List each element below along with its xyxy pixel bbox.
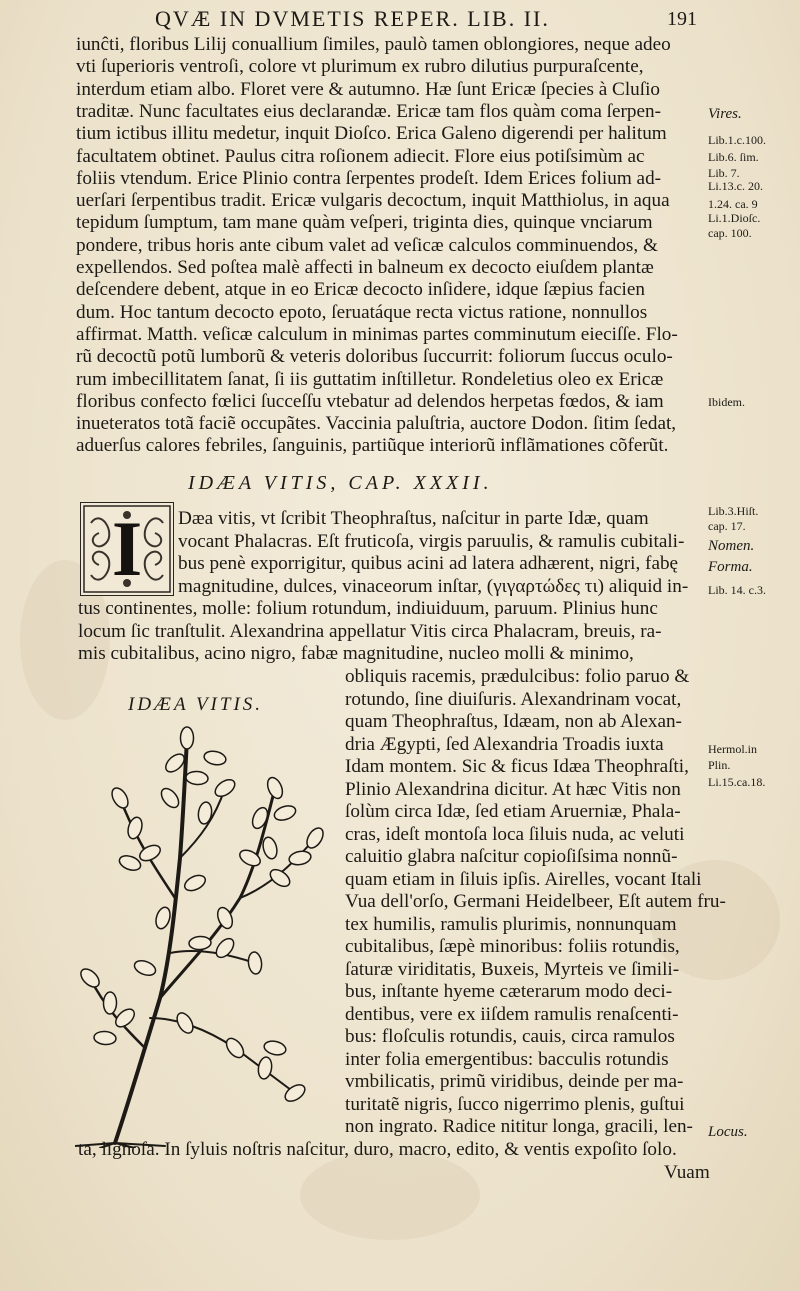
plant-leaf [78, 966, 103, 991]
text-line: dria Ægypti, ſed Alexandria Troadis iuxta [345, 733, 664, 755]
plant-leaf [261, 836, 279, 861]
text-line: bus, inſtante hyeme cæterarum modo deci- [345, 981, 673, 1002]
text-line: vocant Phalacras. Eſt fruticoſa, virgis paruulis, & ramulis cubitali- [178, 530, 685, 552]
chapter-heading: IDÆA VITIS, CAP. XXXII. [188, 472, 493, 494]
text-line: inueteratos totã faciẽ occupãtes. Vaccinia paluſtria, auctore Dodon. ſitim ſedat, [76, 413, 677, 435]
text-line: iunĉti, floribus Lilij conuallium ſimiles, paulò tamen oblongiores, neque adeo [76, 34, 671, 55]
text-line: expellendos. Sed poſtea malè affecti in balneum ex decocto eiuſdem plantæ [76, 257, 654, 278]
plant-leaf [272, 803, 297, 822]
plant-leaf [189, 936, 212, 950]
text-line: ta, lignoſa. In ſyluis noſtris naſcitur, duro, macro, edito, & ventis expoſito ſolo. [78, 1139, 677, 1160]
plant-leaf [263, 1039, 287, 1057]
margin-note: Forma. [708, 559, 753, 575]
text-line: bus: floſculis rotundis, cauis, circa ramulos [345, 1026, 675, 1047]
plant-leaf [203, 749, 227, 766]
text-line: bus penè exporrigitur, quibus acini ad latera adhærent, nigri, fabę [178, 553, 679, 574]
plant-leaf [154, 906, 173, 931]
text-line: uerſari ſerpentibus tradit. Ericæ vulgaris decoctum, inquit Matthiolus, in aqua [76, 190, 670, 212]
plant-leaf [103, 992, 116, 1014]
margin-note: Plin. [708, 758, 731, 772]
initial-letter: I [111, 505, 143, 592]
text-line: affirmat. Matth. veſicæ calculum in minimas partes comminutum eieciſſe. Flo- [76, 323, 678, 345]
text-line: Idam montem. Sic & ficus Idæa Theophraſti, [345, 756, 689, 777]
margin-note: Li.1.Dioſc. [708, 211, 761, 225]
plant-leaf [265, 775, 286, 800]
text-line: interdum etiam albo. Floret vere & autumno. Hæ ſunt Ericæ ſpecies à Cluſio [76, 78, 661, 100]
text-line: turitatẽ nigris, ſucco nigerrimo plenis, guſtui [345, 1093, 685, 1115]
text-line: Vua dell'orſo, Germani Heidelbeer, Eſt autem fru- [345, 891, 726, 912]
text-line: obliquis racemis, prædulcibus: folio paruo & [345, 666, 690, 687]
margin-note: Hermol.in [708, 742, 757, 756]
plant-leaf [257, 1056, 273, 1080]
text-line: tium ictibus illitu medetur, inquit Dioſco. Erica Galeno digerendi per halitum [76, 123, 667, 145]
text-line: aduerſus calores febriles, ſanguinis, partiũque interiorũ inflãmationes cõferũt. [76, 435, 669, 457]
plant-leaf [223, 1035, 247, 1060]
text-line: vti ſuperioris ventroſi, colore vt plurimum ex rubro dilutius purpuraſcente, [76, 56, 644, 78]
text-line: inter folia emergentibus: bacculis rotundis [345, 1048, 669, 1070]
plant-leaf [109, 785, 131, 811]
text-line: magnitudine, dulces, vinaceorum inſtar, (γιγαρτώδες τι) aliquid in- [178, 575, 689, 597]
text-line: floribus confecto fœlici ſucceſſu vtebatur ad delendos herpetas fœdos, & iam [76, 390, 664, 412]
running-header [0, 4, 800, 34]
plant-woodcut-icon [75, 718, 345, 1148]
text-line: rũ decoctũ potũ lumborũ & veteris doloribus ſuccurrit: foliorum ſuccus oculo- [76, 346, 673, 368]
figure-caption: IDÆA VITIS. [128, 694, 264, 715]
text-line: mis cubitalibus, acino nigro, fabæ magnitudine, nucleo molli & minimo, [78, 643, 634, 664]
text-line: quam Theophraſtus, Idæam, non ab Alexan- [345, 711, 682, 732]
plant-leaf [93, 1031, 116, 1046]
text-line: Vuam [664, 1162, 710, 1183]
margin-note: Lib. 7. [708, 166, 740, 180]
margin-note: 1.24. ca. 9 [708, 197, 758, 211]
text-line: rotundo, ſine diuiſuris. Alexandrinam vocat, [345, 688, 682, 710]
text-line: ſaturæ viriditatis, Buxeis, Myrteis ve ſimili- [345, 958, 680, 980]
paper-stain [300, 1150, 480, 1240]
text-line: facultatem obtinet. Paulus citra roſionem adiecit. Flore eius potiſsimùm ac [76, 145, 645, 167]
plant-leaf [112, 1006, 137, 1030]
margin-note: Vires. [708, 106, 742, 122]
margin-note: Lib. 14. c.3. [708, 583, 766, 597]
decorated-initial [80, 502, 174, 596]
text-line: foliis vtendum. Erice Plinio contra ſerpentes prodeſt. Idem Erices folium ad- [76, 167, 662, 189]
text-line: tepidum ſumptum, tam mane quàm veſperi, triginta dies, quinque vnciarum [76, 212, 653, 234]
text-line: vmbilicatis, primũ viridibus, deinde per ma- [345, 1071, 684, 1092]
text-line: tus continentes, molle: folium rotundum, indiuiduum, paruum. Plinius hunc [78, 598, 658, 619]
plant-leaf [181, 727, 194, 749]
text-line: dum. Hoc tantum decocto epoto, ſeruatáque recta victus ratione, nonnullos [76, 301, 648, 323]
margin-note: Nomen. [708, 538, 755, 554]
margin-note: Li.15.ca.18. [708, 775, 766, 789]
text-line: traditæ. Nunc facultates eius declarandæ. Ericæ tam flos quàm coma ſerpen- [76, 100, 662, 122]
plant-leaf [247, 951, 263, 974]
plant-leaf [250, 805, 271, 830]
text-line: caluitio glabra naſcitur copioſiſsima nonnũ- [345, 846, 678, 867]
margin-note: Lib.6. ſim. [708, 150, 759, 164]
plant-leaf [132, 958, 157, 978]
text-line: rum imbecillitatem ſanat, ſi iis guttatim inſtilletur. Rondeletius oleo ex Ericæ [76, 368, 664, 390]
text-line: locum ſic tranſtulit. Alexandrina appellatur Vitis circa Phalacram, breuis, ra- [78, 620, 662, 642]
margin-note: Locus. [708, 1124, 748, 1140]
plant-leaf [182, 872, 207, 893]
plant-leaf [117, 853, 142, 873]
margin-note: Lib.3.Hiſt. [708, 504, 759, 518]
text-line: quam etiam in ſiluis ipſis. Airelles, vocant Itali [345, 868, 702, 890]
text-line: pondere, tribus horis ante cibum valet ad veſicæ calculos comminuendos, & [76, 234, 658, 256]
plant-leaf [288, 850, 312, 867]
text-line: Dæa vitis, vt ſcribit Theophraſtus, naſcitur in parte Idæ, quam [178, 508, 649, 529]
text-line: tex humilis, ramulis plurimis, nonnunquam [345, 913, 677, 935]
plant-leaf [267, 866, 292, 889]
plant-leaf [186, 771, 209, 786]
margin-note: Ibidem. [708, 395, 745, 409]
margin-note: Li.13.c. 20. [708, 179, 763, 193]
text-line: ſolùm circa Idæ, ſed etiam Aruerniæ, Phala- [345, 801, 681, 822]
text-line: non ingrato. Radice nititur longa, gracili, len- [345, 1116, 693, 1137]
margin-note: cap. 100. [708, 226, 752, 240]
text-line: deſcendere debent, atque in eo Ericæ decocto inſidere, idque ſæpius facien [76, 279, 646, 301]
plant-leaf [282, 1081, 308, 1104]
text-line: Plinio Alexandrina dicitur. At hæc Vitis non [345, 778, 681, 800]
plant-leaf [158, 785, 182, 810]
page-number: 191 [667, 8, 697, 30]
running-title: QVÆ IN DVMETIS REPER. LIB. II. [155, 6, 550, 31]
text-line: cras, ideſt montoſa loca ſiluis nuda, ac veluti [345, 823, 685, 845]
text-line: cubitalibus, ſæpè minoribus: foliis rotundis, [345, 936, 680, 957]
text-line: dentibus, vere ex iiſdem ramulis renaſcenti- [345, 1003, 679, 1025]
margin-note: Lib.1.c.100. [708, 133, 766, 147]
margin-note: cap. 17. [708, 519, 746, 533]
plant-leaf [174, 1010, 196, 1036]
plant-leaf [212, 776, 237, 799]
